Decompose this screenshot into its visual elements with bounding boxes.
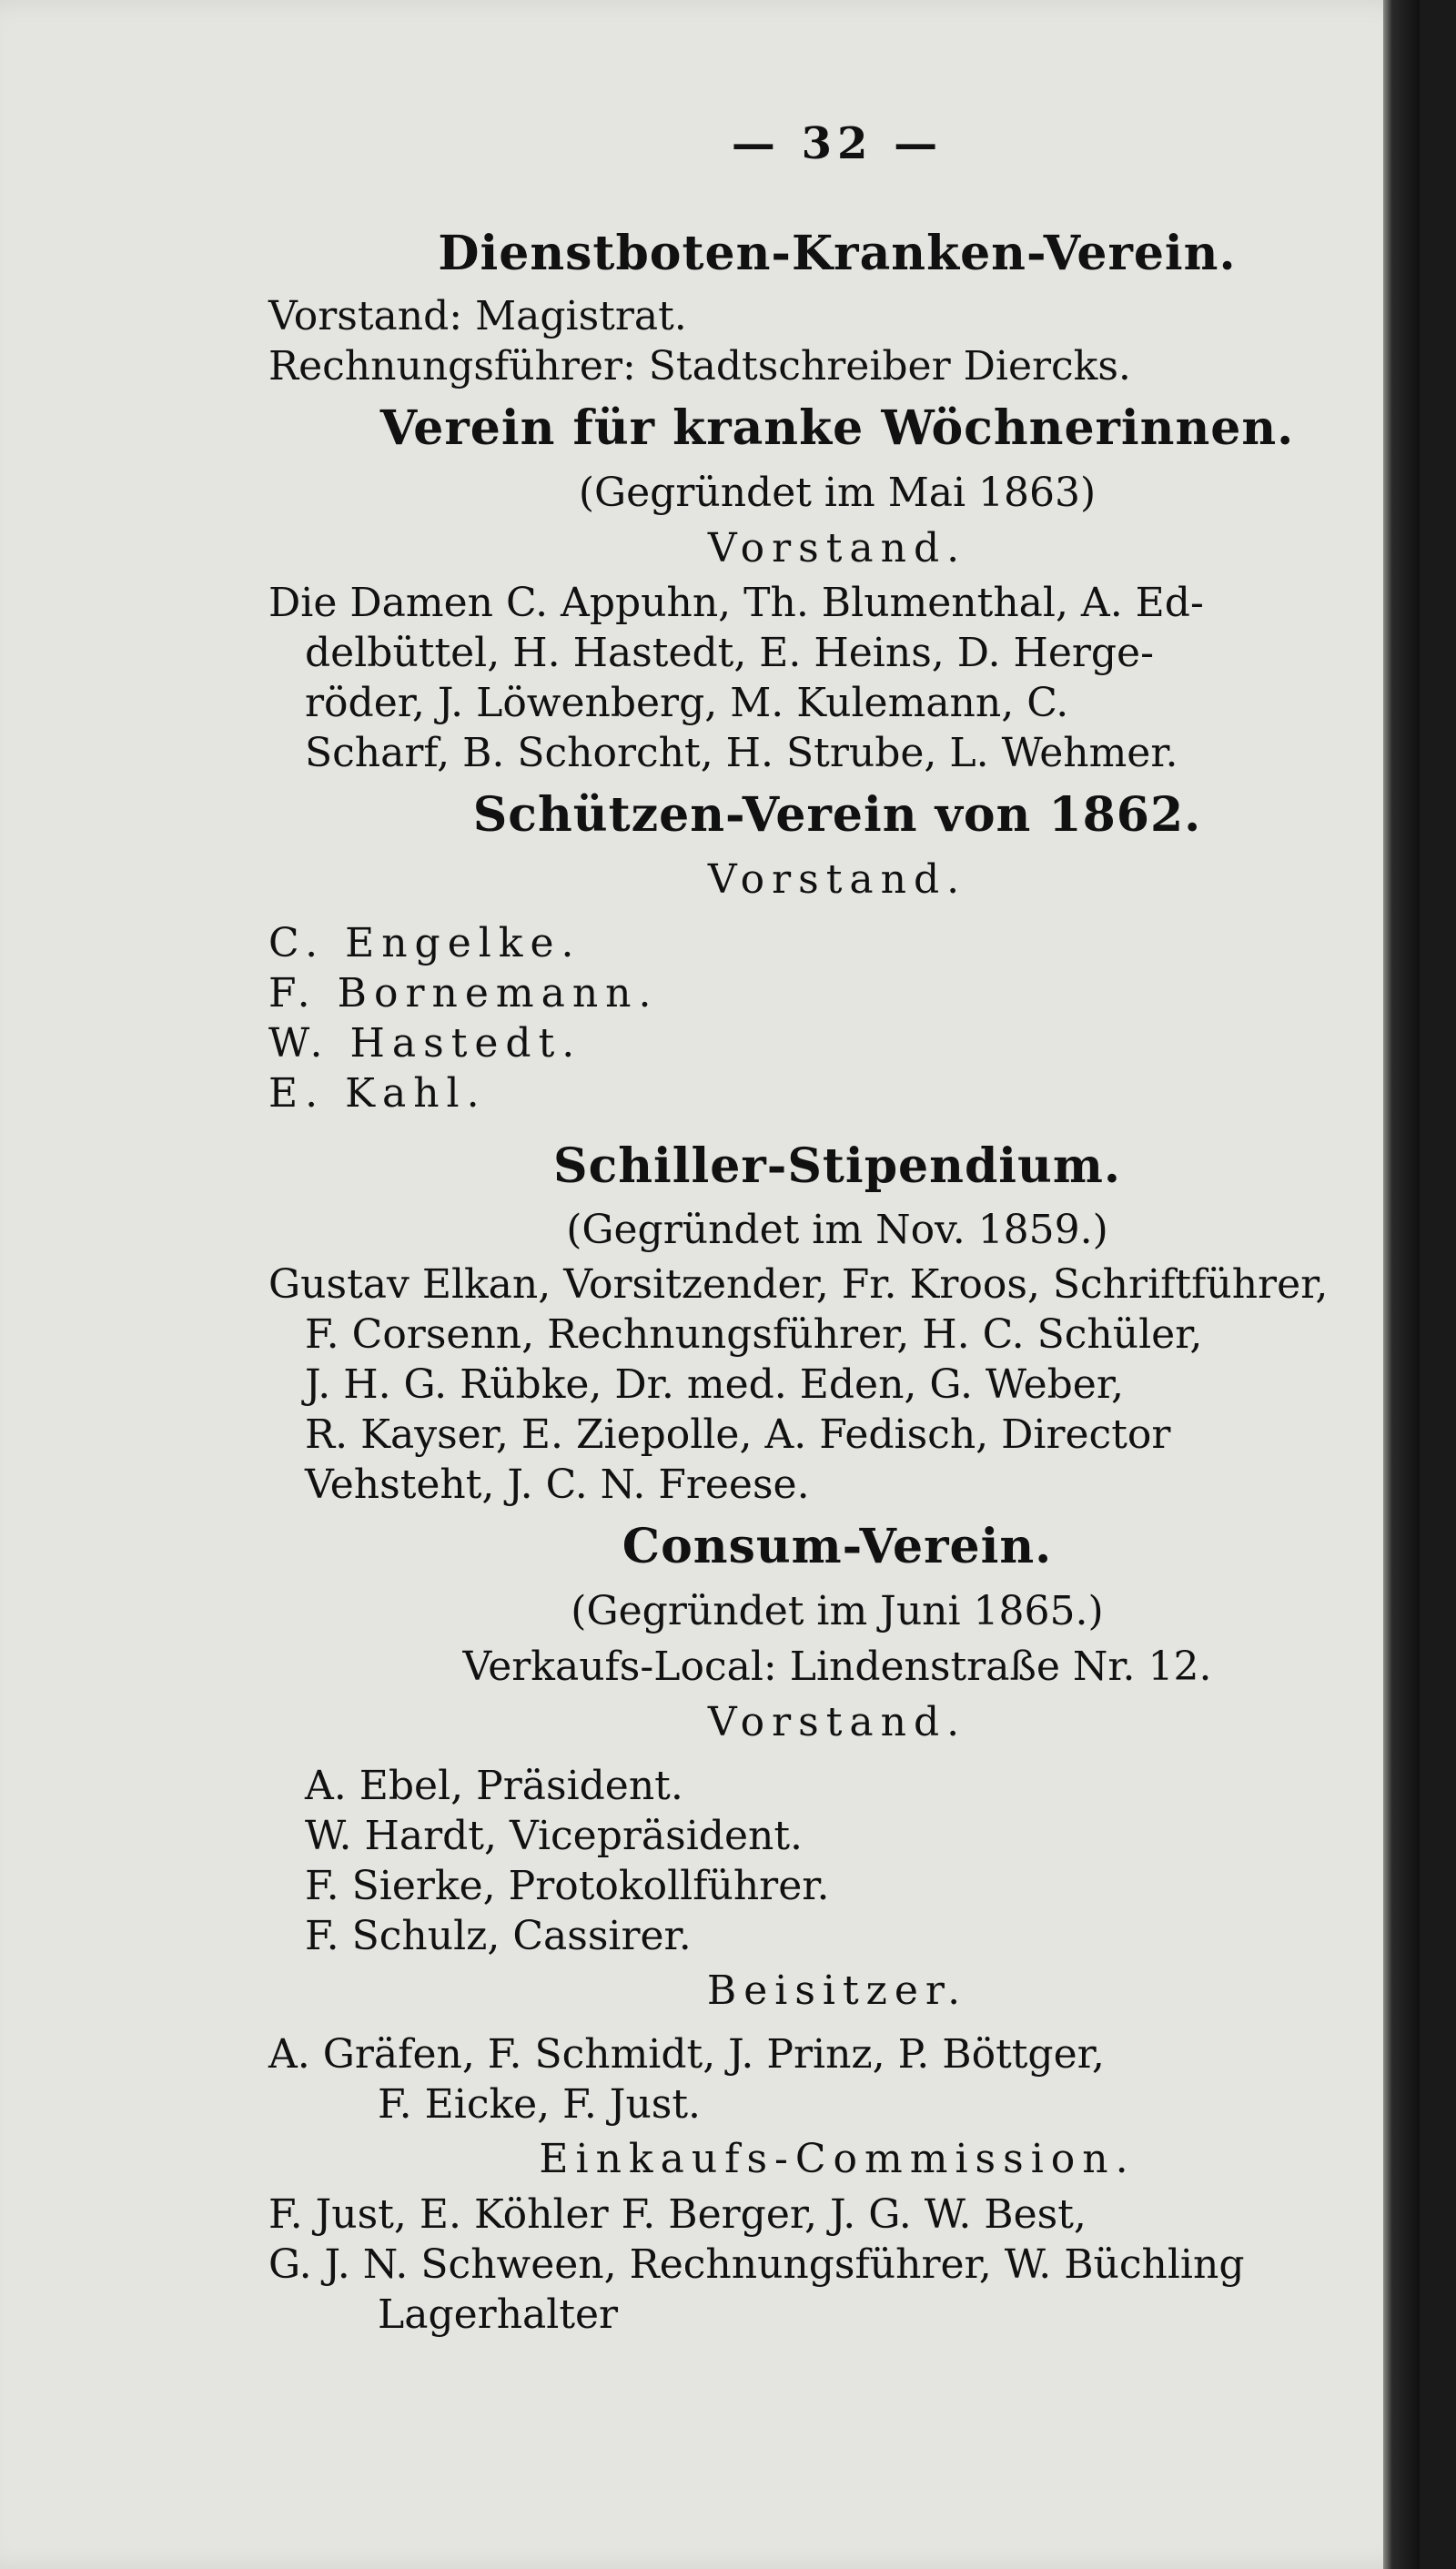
board-label: Vorstand. xyxy=(707,524,967,571)
founded-note: (Gegründet im Nov. 1859.) xyxy=(566,1207,1108,1254)
page-content xyxy=(268,118,1406,2340)
assessors-label: Beisitzer. xyxy=(706,1967,968,2015)
founded-note: (Gegründet im Juni 1865.) xyxy=(571,1587,1104,1634)
text-line: delbüttel, H. Hastedt, E. Heins, D. Herge- xyxy=(305,630,1154,677)
list-item: W. Hardt, Vicepräsident. xyxy=(305,1813,804,1860)
section-title: Dienstboten-Kranken-Verein. xyxy=(438,226,1237,281)
section-title: Schützen-Verein von 1862. xyxy=(472,787,1202,844)
text-line: F. Eicke, F. Just. xyxy=(378,2081,702,2129)
list-item: F. Sierke, Protokollführer. xyxy=(305,1863,830,1910)
text-line: G. J. N. Schween, Rechnungsführer, W. Büchling xyxy=(268,2240,1245,2288)
text-line: Vehsteht, J. C. N. Freese. xyxy=(305,1461,810,1509)
text-line: röder, J. Löwenberg, M. Kulemann, C. xyxy=(305,680,1069,727)
text-line: J. H. G. Rübke, Dr. med. Eden, G. Weber, xyxy=(305,1361,1125,1409)
list-item: E. Kahl. xyxy=(268,1069,487,1117)
text-line: A. Gräfen, F. Schmidt, J. Prinz, P. Böttger, xyxy=(268,2031,1105,2078)
text-line: Die Damen C. Appuhn, Th. Blumenthal, A. Ed- xyxy=(268,580,1204,627)
section-dienstboten xyxy=(268,226,1406,391)
list-item: A. Ebel, Präsident. xyxy=(305,1763,683,1810)
list-item: W. Hastedt. xyxy=(268,1019,582,1067)
founded-note: (Gegründet im Mai 1863) xyxy=(578,469,1097,516)
page-number: — 32 — xyxy=(731,118,944,169)
text-line: Lagerhalter xyxy=(378,2291,619,2338)
text-line: Gustav Elkan, Vorsitzender, Fr. Kroos, Schriftführer, xyxy=(268,1261,1329,1309)
list-item: C. Engelke. xyxy=(268,919,581,966)
section-title: Consum-Verein. xyxy=(622,1519,1053,1575)
text-line: F. Corsenn, Rechnungsführer, H. C. Schüler, xyxy=(305,1311,1203,1359)
text-line: Rechnungsführer: Stadtschreiber Diercks. xyxy=(268,343,1131,390)
board-label: Vorstand. xyxy=(707,1699,967,1746)
list-item: F. Bornemann. xyxy=(268,969,659,1016)
section-consum xyxy=(268,1519,1406,2339)
text-line: Vorstand: Magistrat. xyxy=(268,293,687,340)
text-line: R. Kayser, E. Ziepolle, A. Fedisch, Director xyxy=(305,1411,1171,1459)
board-label: Vorstand. xyxy=(707,855,967,903)
list-item: F. Schulz, Cassirer. xyxy=(305,1913,692,1960)
text-line: Scharf, B. Schorcht, H. Strube, L. Wehmer. xyxy=(305,730,1178,777)
section-schiller xyxy=(268,1138,1406,1511)
section-title: Schiller-Stipendium. xyxy=(553,1138,1121,1194)
text-line: F. Just, E. Köhler F. Berger, J. G. W. Best, xyxy=(268,2190,1087,2238)
commission-label: Einkaufs-Commission. xyxy=(539,2136,1136,2183)
section-woechnerinnen xyxy=(268,400,1406,778)
sales-location: Verkaufs-Local: Lindenstraße Nr. 12. xyxy=(462,1643,1212,1690)
section-title: Verein für kranke Wöchnerinnen. xyxy=(379,400,1295,457)
section-schuetzen xyxy=(268,787,1406,1118)
